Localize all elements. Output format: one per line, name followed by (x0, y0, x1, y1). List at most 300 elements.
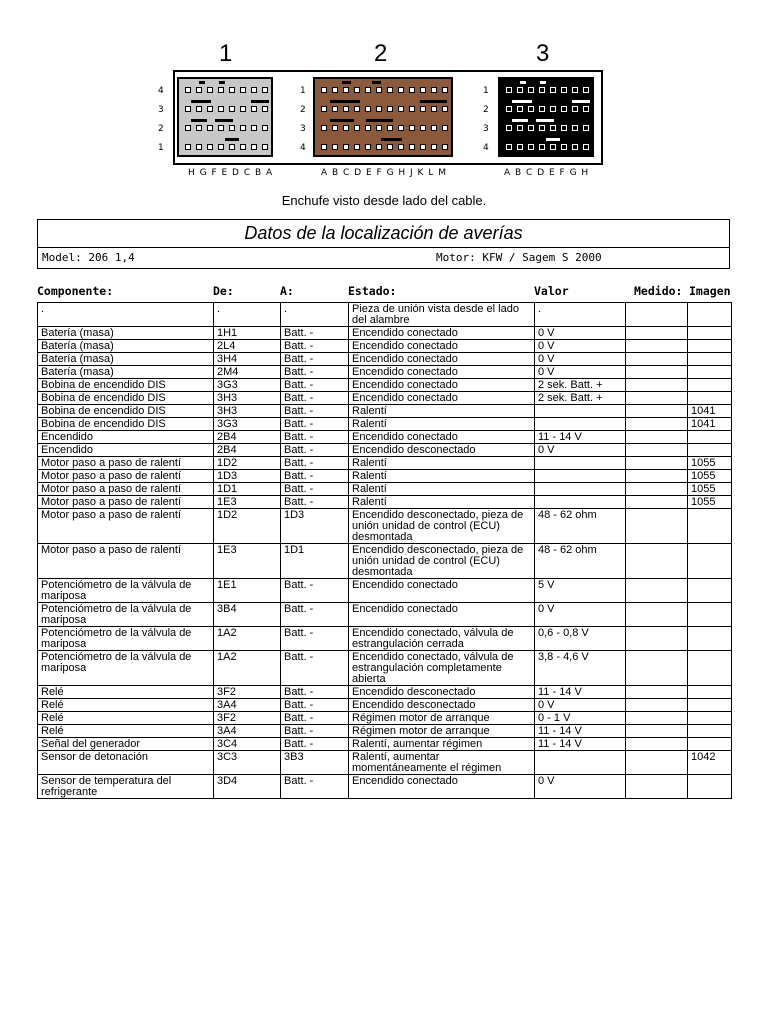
cell-de: 2M4 (214, 366, 281, 379)
cell-valor: 11 - 14 V (535, 725, 626, 738)
connector-pin (185, 144, 191, 150)
connector-key-bar (251, 100, 269, 103)
cell-a: Batt. - (281, 470, 349, 483)
cell-a: Batt. - (281, 327, 349, 340)
connector-pin (262, 144, 268, 150)
cell-valor: 0 V (535, 327, 626, 340)
fault-data-table (37, 302, 732, 799)
table-row (38, 379, 732, 392)
cell-imagen (688, 509, 732, 544)
connector-pin (376, 144, 382, 150)
cell-de: 1D3 (214, 470, 281, 483)
cell-imagen: 1042 (688, 751, 732, 775)
connector-pin (332, 144, 338, 150)
connector-2-row-label: 3 (300, 124, 306, 134)
cell-a: Batt. - (281, 725, 349, 738)
connector-pin (387, 125, 393, 131)
cell-componente: Bobina de encendido DIS (38, 405, 214, 418)
connector-pin (539, 125, 545, 131)
connector-key-bar (512, 119, 528, 122)
cell-valor (535, 483, 626, 496)
cell-imagen (688, 712, 732, 725)
cell-de: 3C3 (214, 751, 281, 775)
cell-imagen (688, 627, 732, 651)
cell-imagen: 1055 (688, 496, 732, 509)
cell-componente: Relé (38, 725, 214, 738)
cell-estado: Encendido conectado (349, 353, 535, 366)
cell-a: Batt. - (281, 651, 349, 686)
connector-pin (442, 144, 448, 150)
cell-medido (626, 603, 688, 627)
cell-componente: Relé (38, 712, 214, 725)
cell-a: Batt. - (281, 483, 349, 496)
cell-a: Batt. - (281, 496, 349, 509)
cell-a: Batt. - (281, 444, 349, 457)
column-header-de: De: (213, 284, 234, 298)
column-header-estado: Estado: (348, 284, 397, 298)
cell-de: 3G3 (214, 418, 281, 431)
cell-estado: Ralentí (349, 496, 535, 509)
connector-pin (365, 125, 371, 131)
cell-estado: Encendido conectado (349, 579, 535, 603)
cell-a: Batt. - (281, 775, 349, 799)
cell-componente: Encendido (38, 431, 214, 444)
connector-key-bar (512, 100, 532, 103)
cell-valor: 11 - 14 V (535, 686, 626, 699)
cell-estado: Encendido conectado (349, 327, 535, 340)
cell-de: 1E3 (214, 544, 281, 579)
model-label: Model: 206 1,4 (42, 251, 135, 264)
cell-estado: Encendido conectado (349, 603, 535, 627)
cell-de: 1D2 (214, 457, 281, 470)
cell-valor: 2 sek. Batt. + (535, 392, 626, 405)
connector-pin (539, 87, 545, 93)
connector-diagram (0, 0, 768, 185)
cell-de: 3H3 (214, 405, 281, 418)
cell-imagen: 1041 (688, 405, 732, 418)
connector-pin (218, 144, 224, 150)
cell-valor: 11 - 14 V (535, 738, 626, 751)
cell-imagen (688, 738, 732, 751)
connector-pin (387, 106, 393, 112)
table-row (38, 496, 732, 509)
cell-imagen (688, 353, 732, 366)
connector-pin (229, 106, 235, 112)
connector-pin (431, 144, 437, 150)
connector-pin (431, 87, 437, 93)
connector-pin (409, 125, 415, 131)
cell-componente: Bobina de encendido DIS (38, 418, 214, 431)
connector-pin (185, 125, 191, 131)
connector-2-number: 2 (374, 40, 388, 67)
cell-valor: 0 - 1 V (535, 712, 626, 725)
connector-pin (420, 125, 426, 131)
connector-pin (332, 125, 338, 131)
table-row (38, 627, 732, 651)
cell-de: 3B4 (214, 603, 281, 627)
cell-medido (626, 738, 688, 751)
cell-componente: Sensor de detonación (38, 751, 214, 775)
cell-de: 3F2 (214, 712, 281, 725)
table-row (38, 392, 732, 405)
connector-pin (550, 87, 556, 93)
cell-a: Batt. - (281, 340, 349, 353)
connector-pin (251, 125, 257, 131)
cell-valor: 0 V (535, 775, 626, 799)
cell-de: 3D4 (214, 775, 281, 799)
connector-pin (398, 106, 404, 112)
cell-valor: 3,8 - 4,6 V (535, 651, 626, 686)
cell-medido (626, 751, 688, 775)
cell-componente: Relé (38, 686, 214, 699)
connector-pin (572, 125, 578, 131)
cell-a: 1D3 (281, 509, 349, 544)
report-title: Datos de la localización de averías (38, 220, 729, 248)
cell-valor (535, 751, 626, 775)
connector-pin (343, 87, 349, 93)
connector-pin (185, 106, 191, 112)
cell-medido (626, 340, 688, 353)
cell-medido (626, 544, 688, 579)
cell-medido (626, 405, 688, 418)
connector-2-row-label: 1 (300, 86, 306, 96)
connector-pin (207, 125, 213, 131)
connector-pin (528, 125, 534, 131)
cell-medido (626, 496, 688, 509)
cell-estado: Encendido conectado (349, 379, 535, 392)
connector-key-bar (366, 119, 393, 122)
report-header (37, 219, 730, 269)
table-row (38, 470, 732, 483)
connector-pin (343, 125, 349, 131)
table-row (38, 483, 732, 496)
cell-estado: Ralentí (349, 483, 535, 496)
cell-medido (626, 379, 688, 392)
cell-componente: Sensor de temperatura del refrigerante (38, 775, 214, 799)
cell-componente: Motor paso a paso de ralentí (38, 496, 214, 509)
connector-pin (251, 106, 257, 112)
cell-valor: 0 V (535, 699, 626, 712)
cell-de: 2B4 (214, 444, 281, 457)
connector-pin (409, 106, 415, 112)
cell-de: 3H4 (214, 353, 281, 366)
connector-2-block (313, 77, 453, 157)
cell-a: Batt. - (281, 686, 349, 699)
connector-3-pin-letters: A B C D E F G H (504, 168, 590, 178)
cell-imagen: 1041 (688, 418, 732, 431)
connector-pin (550, 125, 556, 131)
connector-key-bar (540, 81, 546, 84)
connector-pin (561, 87, 567, 93)
cell-medido (626, 431, 688, 444)
cell-medido (626, 444, 688, 457)
cell-imagen (688, 544, 732, 579)
connector-pin (387, 144, 393, 150)
connector-pin (262, 87, 268, 93)
connector-pin (506, 144, 512, 150)
cell-medido (626, 651, 688, 686)
connector-pin (583, 87, 589, 93)
connector-key-bar (191, 119, 207, 122)
cell-medido (626, 509, 688, 544)
cell-a: Batt. - (281, 418, 349, 431)
connector-pin (354, 106, 360, 112)
connector-pin (343, 106, 349, 112)
table-row (38, 444, 732, 457)
cell-imagen (688, 366, 732, 379)
column-header-a: A: (280, 284, 294, 298)
cell-estado: Ralentí (349, 405, 535, 418)
cell-componente: Relé (38, 699, 214, 712)
connector-1-row-label: 2 (158, 124, 164, 134)
cell-de: 1D2 (214, 509, 281, 544)
connector-pin (321, 87, 327, 93)
table-row (38, 366, 732, 379)
cell-de: 3C4 (214, 738, 281, 751)
cell-componente: Bobina de encendido DIS (38, 379, 214, 392)
connector-pin (207, 144, 213, 150)
cell-imagen (688, 579, 732, 603)
connector-pin (196, 106, 202, 112)
cell-valor (535, 405, 626, 418)
cell-imagen (688, 327, 732, 340)
column-header-componente: Componente: (37, 284, 114, 298)
cell-de: 1E3 (214, 496, 281, 509)
connector-pin (517, 87, 523, 93)
connector-pin (561, 144, 567, 150)
cell-a: Batt. - (281, 712, 349, 725)
cell-a: 3B3 (281, 751, 349, 775)
connector-pin (583, 106, 589, 112)
connector-pin (431, 106, 437, 112)
connector-pin (431, 125, 437, 131)
cell-componente: Batería (masa) (38, 340, 214, 353)
connector-pin (442, 87, 448, 93)
cell-valor: 0,6 - 0,8 V (535, 627, 626, 651)
connector-3-number: 3 (536, 40, 550, 67)
connector-pin (583, 144, 589, 150)
connector-pin (365, 106, 371, 112)
cell-valor: 0 V (535, 603, 626, 627)
connector-pin (398, 87, 404, 93)
cell-estado: Encendido desconectado (349, 444, 535, 457)
cell-imagen (688, 686, 732, 699)
connector-pin (229, 87, 235, 93)
cell-estado: Ralentí, aumentar momentáneamente el régimen (349, 751, 535, 775)
cell-valor (535, 470, 626, 483)
cell-imagen (688, 651, 732, 686)
connector-pin (196, 125, 202, 131)
cell-medido (626, 483, 688, 496)
connector-pin (332, 106, 338, 112)
connector-pin (442, 125, 448, 131)
column-header-imagen: Imagen (689, 284, 731, 298)
table-row (38, 303, 732, 327)
cell-estado: Ralentí, aumentar régimen (349, 738, 535, 751)
table-row (38, 686, 732, 699)
connector-pin (207, 87, 213, 93)
cell-medido (626, 366, 688, 379)
cell-imagen (688, 775, 732, 799)
cell-valor: 11 - 14 V (535, 431, 626, 444)
connector-pin (583, 125, 589, 131)
cell-medido (626, 327, 688, 340)
cell-valor (535, 418, 626, 431)
cell-a: Batt. - (281, 379, 349, 392)
cell-imagen: 1055 (688, 470, 732, 483)
cell-de: 1A2 (214, 651, 281, 686)
connector-2-row-label: 4 (300, 143, 306, 153)
connector-1-row-label: 4 (158, 86, 164, 96)
table-row (38, 353, 732, 366)
connector-pin (376, 106, 382, 112)
connector-pin (550, 144, 556, 150)
cell-imagen (688, 379, 732, 392)
cell-medido (626, 686, 688, 699)
connector-pin (539, 144, 545, 150)
cell-medido (626, 712, 688, 725)
cell-medido (626, 725, 688, 738)
table-row (38, 579, 732, 603)
connector-3-row-label: 3 (483, 124, 489, 134)
connector-1-row-label: 3 (158, 105, 164, 115)
connector-pin (517, 144, 523, 150)
connector-key-bar (225, 138, 239, 141)
cell-valor: . (535, 303, 626, 327)
connector-key-bar (215, 119, 233, 122)
motor-label: Motor: KFW / Sagem S 2000 (436, 251, 602, 264)
cell-de: 3A4 (214, 699, 281, 712)
table-row (38, 738, 732, 751)
connector-key-bar (219, 81, 225, 84)
connector-pin (572, 106, 578, 112)
connector-3-row-label: 2 (483, 105, 489, 115)
cell-de: 1A2 (214, 627, 281, 651)
connector-pin (229, 144, 235, 150)
cell-a: Batt. - (281, 603, 349, 627)
connector-pin (218, 125, 224, 131)
table-row (38, 457, 732, 470)
cell-valor: 0 V (535, 340, 626, 353)
connector-pin (517, 125, 523, 131)
cell-imagen (688, 340, 732, 353)
cell-componente: Bobina de encendido DIS (38, 392, 214, 405)
cell-a: Batt. - (281, 353, 349, 366)
connector-pin (218, 106, 224, 112)
cell-medido (626, 457, 688, 470)
table-row (38, 725, 732, 738)
cell-medido (626, 303, 688, 327)
cell-estado: Ralentí (349, 470, 535, 483)
cell-a: 1D1 (281, 544, 349, 579)
cell-de: 1E1 (214, 579, 281, 603)
cell-valor (535, 457, 626, 470)
cell-componente: Batería (masa) (38, 327, 214, 340)
cell-a: Batt. - (281, 738, 349, 751)
connector-pin (387, 87, 393, 93)
cell-estado: Ralentí (349, 418, 535, 431)
cell-medido (626, 775, 688, 799)
cell-componente: Motor paso a paso de ralentí (38, 544, 214, 579)
connector-pin (409, 87, 415, 93)
cell-estado: Encendido desconectado, pieza de unión unidad de control (ECU) desmontada (349, 509, 535, 544)
cell-componente: Batería (masa) (38, 366, 214, 379)
cell-estado: Encendido conectado (349, 775, 535, 799)
cell-imagen: 1055 (688, 457, 732, 470)
table-row (38, 712, 732, 725)
column-header-valor: Valor (534, 284, 569, 298)
cell-de: 3H3 (214, 392, 281, 405)
cell-componente: Motor paso a paso de ralentí (38, 470, 214, 483)
connector-pin (240, 106, 246, 112)
connector-key-bar (342, 81, 351, 84)
connector-pin (196, 87, 202, 93)
connector-pin (196, 144, 202, 150)
cell-estado: Encendido conectado (349, 340, 535, 353)
cell-estado: Encendido conectado (349, 392, 535, 405)
cell-medido (626, 470, 688, 483)
connector-key-bar (546, 138, 560, 141)
connector-1-block (177, 77, 273, 157)
cell-estado: Encendido conectado (349, 431, 535, 444)
cell-valor (535, 496, 626, 509)
connector-pin (398, 125, 404, 131)
cell-medido (626, 353, 688, 366)
cell-estado: Encendido desconectado (349, 686, 535, 699)
table-row (38, 509, 732, 544)
table-row (38, 418, 732, 431)
connector-3-block (498, 77, 594, 157)
connector-1-pin-letters: H G F E D C B A (188, 168, 274, 178)
connector-pin (354, 125, 360, 131)
connector-key-bar (381, 138, 402, 141)
cell-valor: 5 V (535, 579, 626, 603)
table-row (38, 603, 732, 627)
table-row (38, 544, 732, 579)
connector-pin (321, 106, 327, 112)
connector-2-pin-letters: A B C D E F G H J K L M (321, 168, 447, 178)
column-header-medido: Medido: (634, 284, 683, 298)
cell-estado: Encendido desconectado (349, 699, 535, 712)
cell-a: Batt. - (281, 431, 349, 444)
cell-imagen (688, 444, 732, 457)
connector-pin (185, 87, 191, 93)
connector-pin (528, 106, 534, 112)
connector-pin (229, 125, 235, 131)
cell-estado: Encendido conectado (349, 366, 535, 379)
connector-pin (420, 87, 426, 93)
cell-a: . (281, 303, 349, 327)
cell-valor: 0 V (535, 444, 626, 457)
cell-componente: . (38, 303, 214, 327)
connector-pin (420, 106, 426, 112)
cell-de: 1D1 (214, 483, 281, 496)
cell-a: Batt. - (281, 457, 349, 470)
cell-componente: Potenciómetro de la válvula de mariposa (38, 627, 214, 651)
table-row (38, 431, 732, 444)
table-row (38, 775, 732, 799)
cell-componente: Señal del generador (38, 738, 214, 751)
cell-imagen (688, 699, 732, 712)
cell-de: 3A4 (214, 725, 281, 738)
cell-medido (626, 579, 688, 603)
cell-estado: Régimen motor de arranque (349, 725, 535, 738)
connector-pin (343, 144, 349, 150)
cell-estado: Pieza de unión vista desde el lado del alambre (349, 303, 535, 327)
table-row (38, 340, 732, 353)
cell-componente: Motor paso a paso de ralentí (38, 457, 214, 470)
cell-a: Batt. - (281, 579, 349, 603)
